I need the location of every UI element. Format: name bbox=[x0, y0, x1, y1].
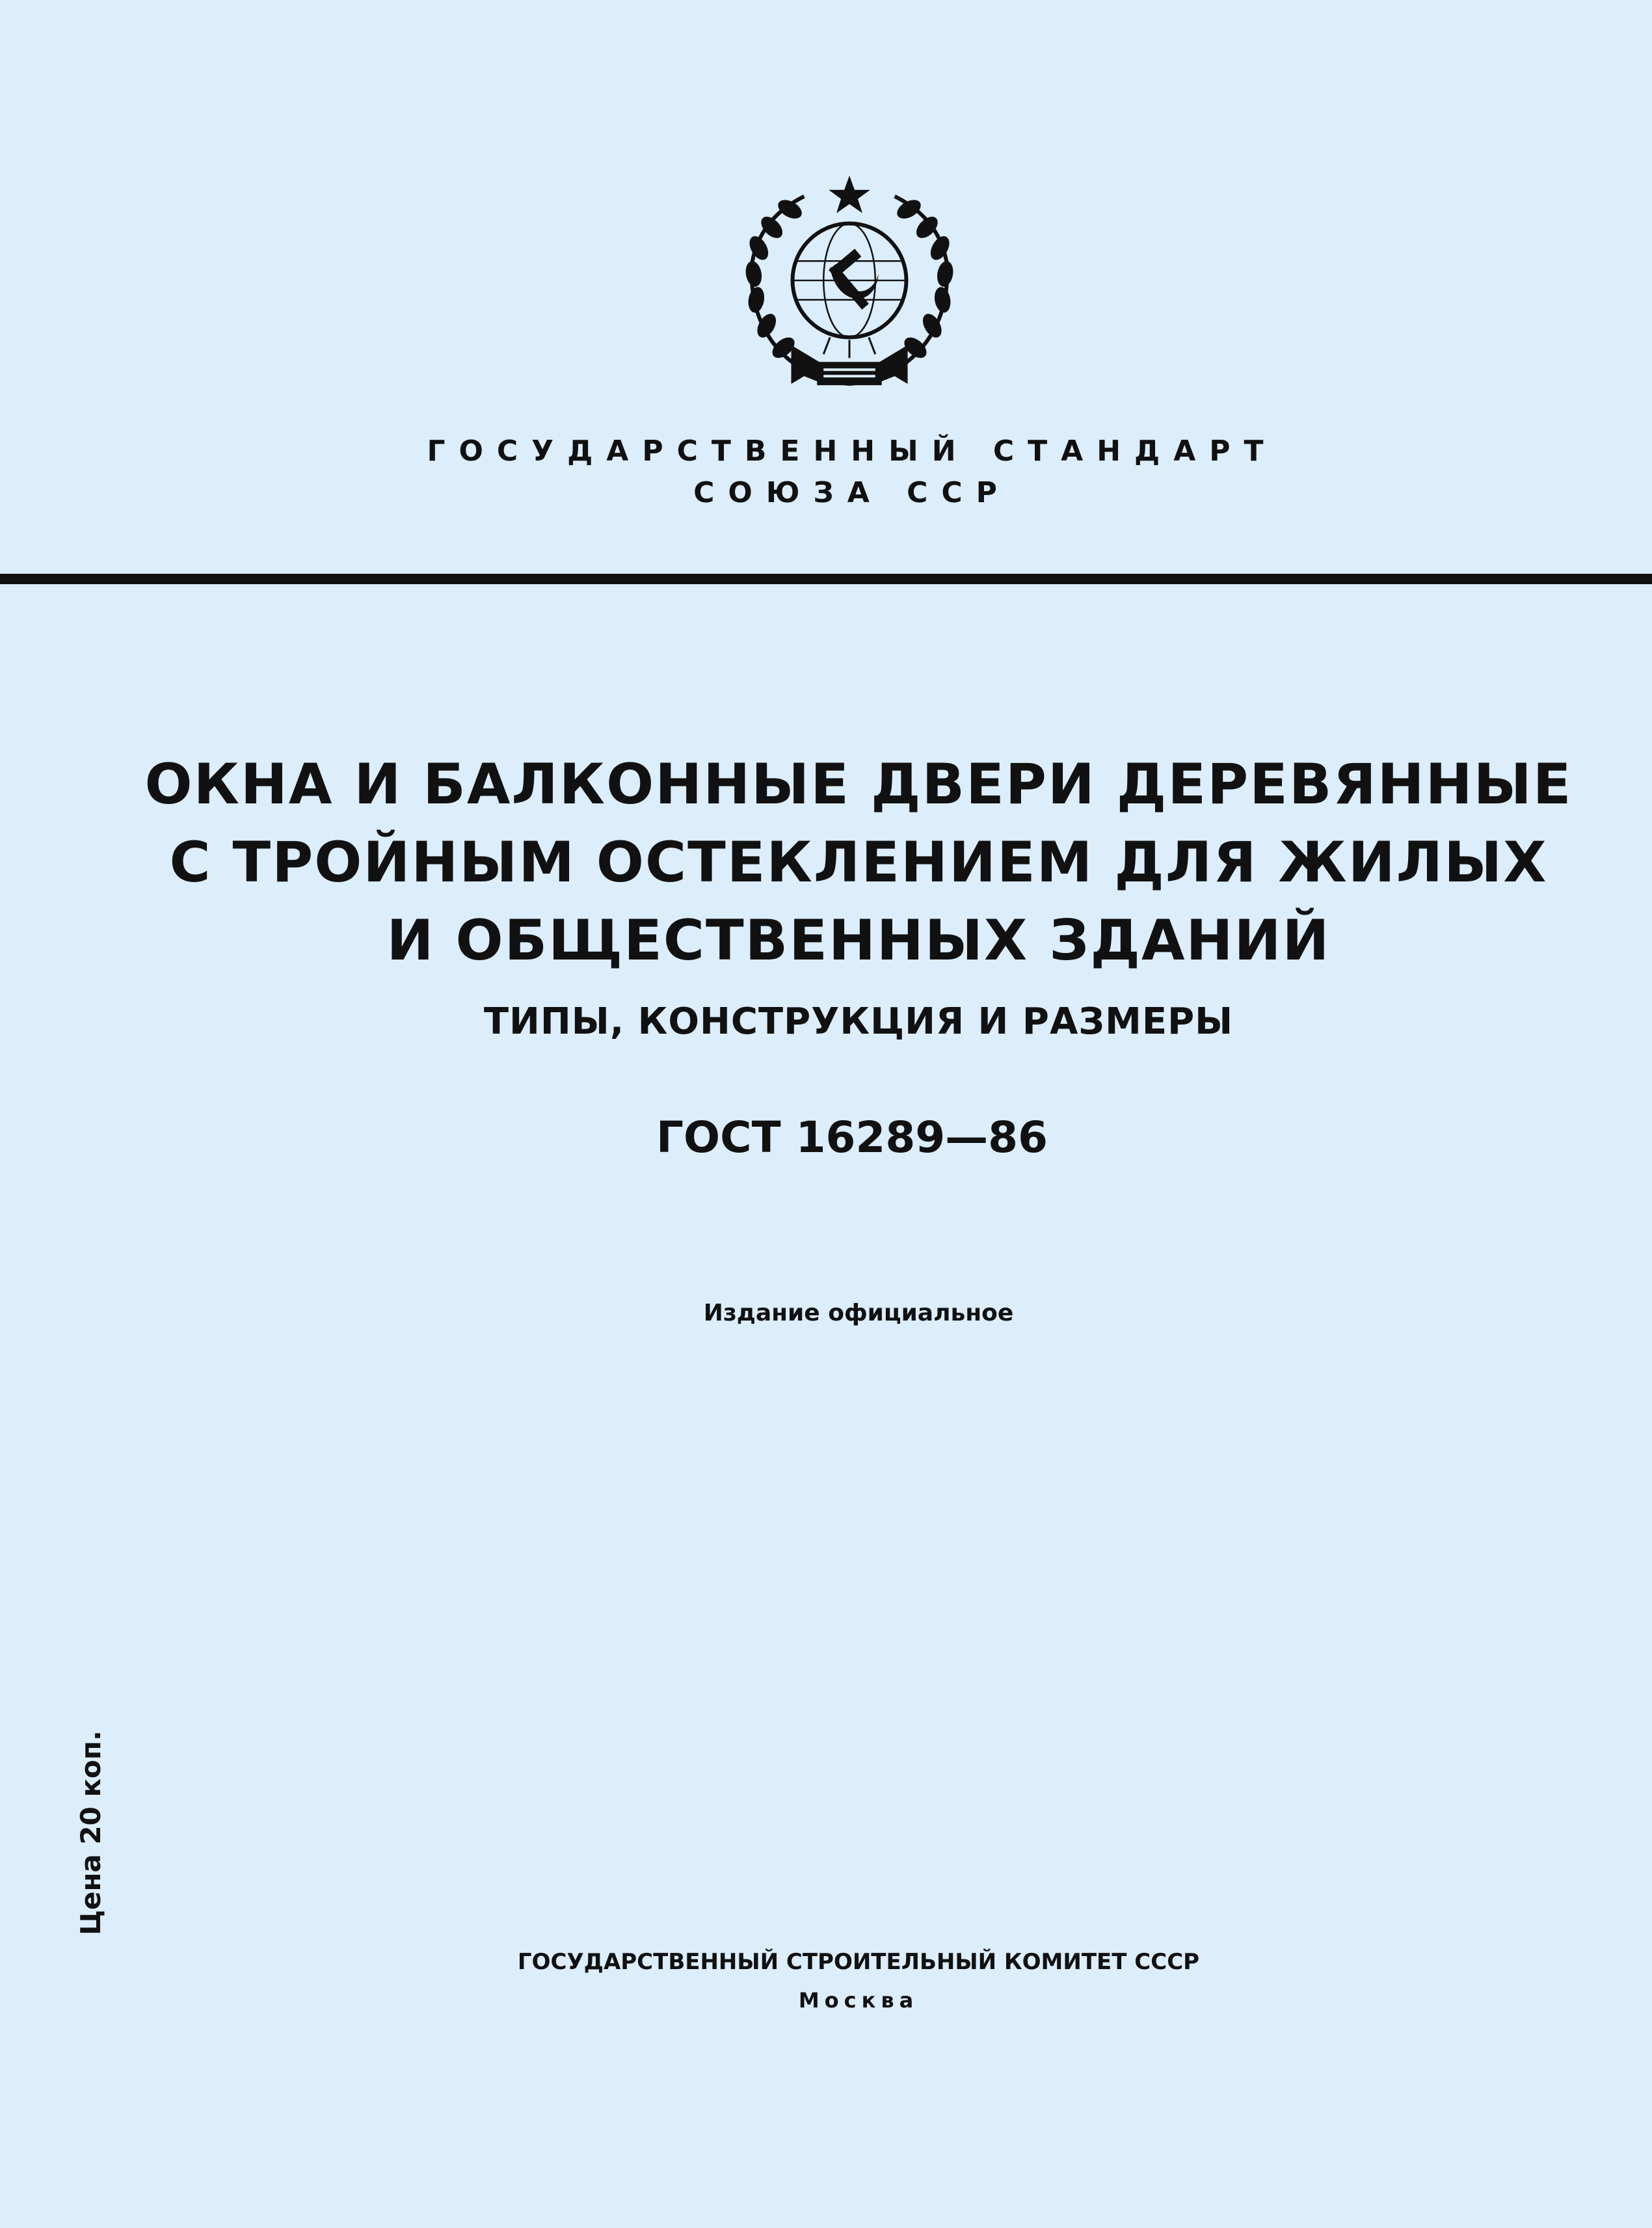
document-subtitle: ТИПЫ, КОНСТРУКЦИЯ И РАЗМЕРЫ bbox=[483, 1000, 1234, 1043]
standard-number: ГОСТ 16289—86 bbox=[656, 1112, 1048, 1162]
divider bbox=[0, 574, 1652, 584]
publisher: ГОСУДАРСТВЕННЫЙ СТРОИТЕЛЬНЫЙ КОМИТЕТ СССР bbox=[517, 1949, 1200, 1975]
header-org-line2: СОЮЗА ССР bbox=[693, 476, 1011, 509]
document-title-line3: И ОБЩЕСТВЕННЫХ ЗДАНИЙ bbox=[386, 908, 1331, 973]
document-title-line1: ОКНА И БАЛКОННЫЕ ДВЕРИ ДЕРЕВЯННЫЕ bbox=[144, 752, 1573, 817]
publication-city: Москва bbox=[798, 1988, 919, 2013]
ussr-emblem-icon bbox=[733, 170, 966, 403]
header-org-line1: ГОСУДАРСТВЕННЫЙ СТАНДАРТ bbox=[427, 435, 1277, 468]
document-title-line2: С ТРОЙНЫМ ОСТЕКЛЕНИЕМ ДЛЯ ЖИЛЫХ bbox=[169, 830, 1548, 895]
price-label: Цена 20 коп. bbox=[75, 1730, 107, 1935]
edition-note: Издание официальное bbox=[703, 1300, 1014, 1326]
